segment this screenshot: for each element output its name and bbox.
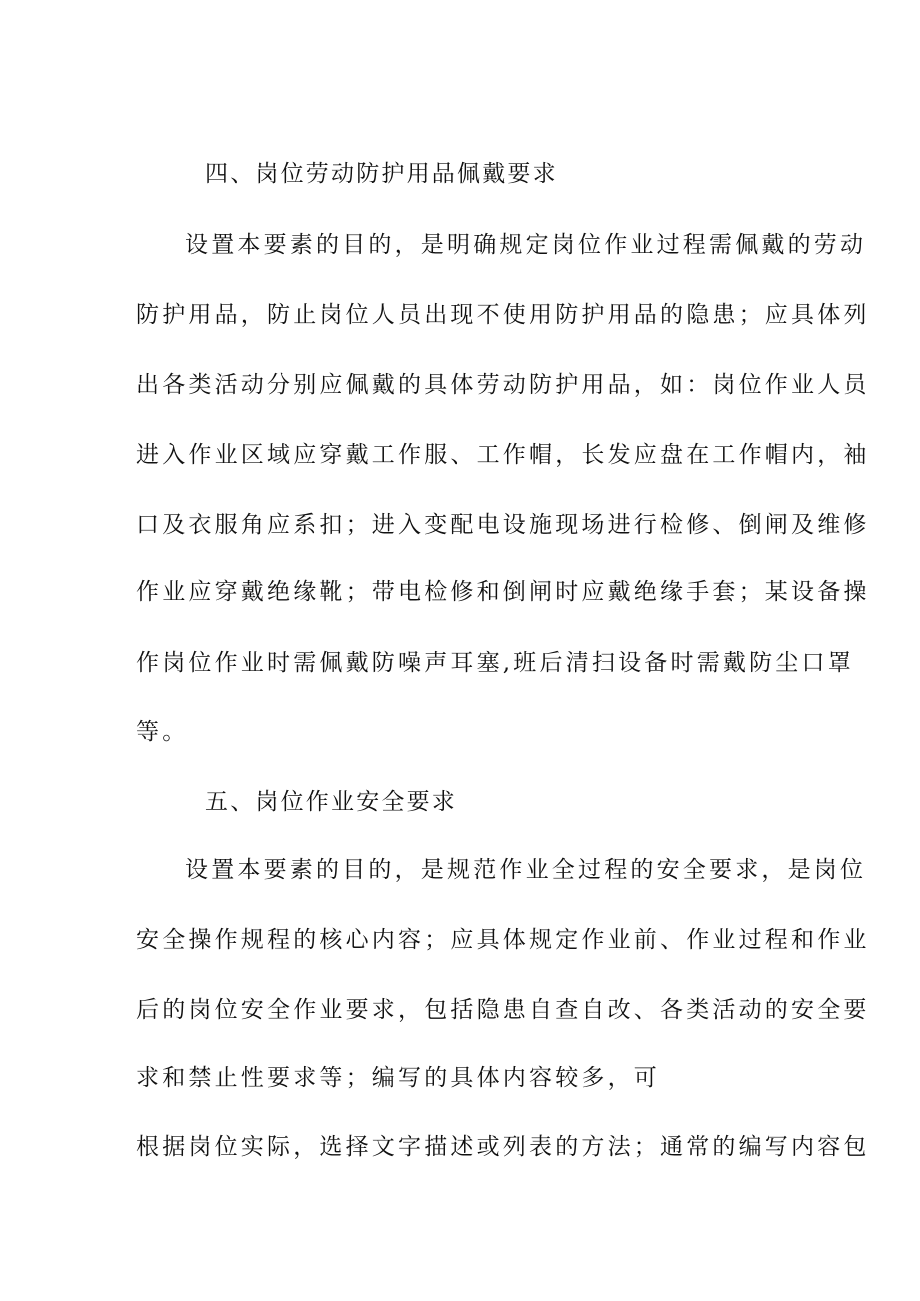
section-heading-5: 五、岗位作业安全要求 bbox=[205, 789, 457, 815]
paragraph-line: 口及衣服角应系扣；进入变配电设施现场进行检修、倒闸及维修 bbox=[136, 512, 870, 538]
paragraph-line: 等。 bbox=[136, 719, 189, 745]
paragraph-line: 设置本要素的目的，是明确规定岗位作业过程需佩戴的劳动 bbox=[185, 232, 867, 258]
paragraph-line: 设置本要素的目的，是规范作业全过程的安全要求，是岗位 bbox=[185, 857, 867, 883]
paragraph-line: 求和禁止性要求等；编写的具体内容较多，可 bbox=[136, 1065, 660, 1091]
paragraph-line: 安全操作规程的核心内容；应具体规定作业前、作业过程和作业 bbox=[136, 927, 870, 953]
paragraph-line: 根据岗位实际，选择文字描述或列表的方法；通常的编写内容包 bbox=[136, 1134, 870, 1160]
paragraph-line: 进入作业区域应穿戴工作服、工作帽，长发应盘在工作帽内，袖 bbox=[136, 442, 870, 468]
paragraph-line: 作岗位作业时需佩戴防噪声耳塞,班后清扫设备时需戴防尘口罩 bbox=[136, 650, 854, 676]
paragraph-line: 作业应穿戴绝缘靴；带电检修和倒闸时应戴绝缘手套；某设备操 bbox=[136, 579, 870, 605]
section-heading-4: 四、岗位劳动防护用品佩戴要求 bbox=[205, 161, 558, 187]
paragraph-line: 后的岗位安全作业要求，包括隐患自查自改、各类活动的安全要 bbox=[136, 997, 870, 1023]
paragraph-line: 防护用品，防止岗位人员出现不使用防护用品的隐患；应具体列 bbox=[136, 302, 870, 328]
paragraph-line: 出各类活动分别应佩戴的具体劳动防护用品，如：岗位作业人员 bbox=[136, 372, 870, 398]
